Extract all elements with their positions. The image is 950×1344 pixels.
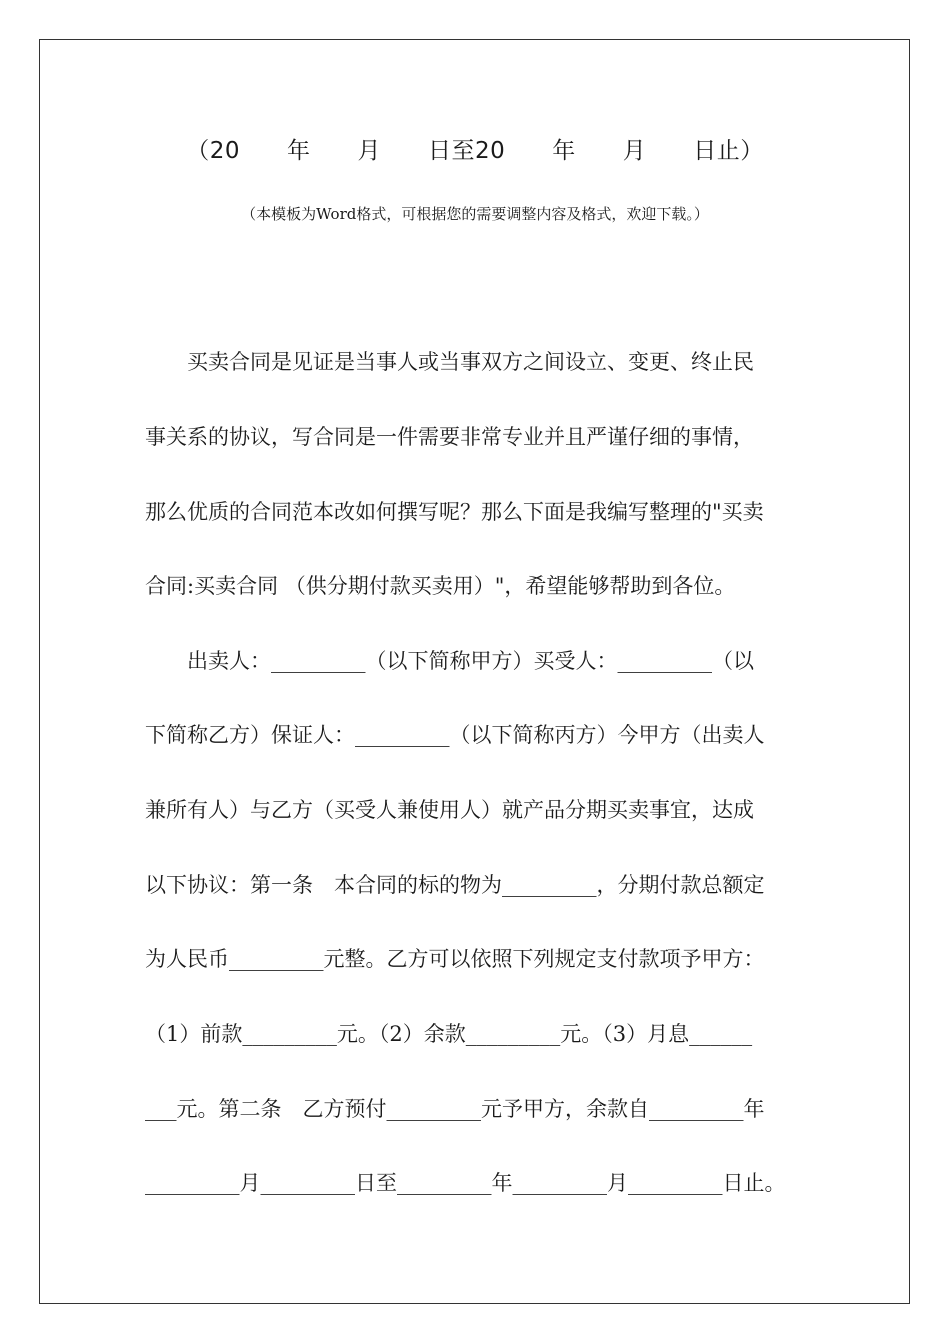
document-title: （20 年 月 日至20 年 月 日止）	[186, 138, 764, 164]
body-line: 事关系的协议，写合同是一件需要非常专业并且严谨仔细的事情，	[145, 425, 754, 449]
body-line: 买卖合同是见证是当事人或当事双方之间设立、变更、终止民	[145, 350, 754, 374]
body-line: 为人民币_________元整。乙方可以依照下列规定支付款项予甲方：	[145, 947, 765, 971]
body-line: 兼所有人）与乙方（买受人兼使用人）就产品分期买卖事宜，达成	[145, 798, 754, 822]
document-subtitle: （本模板为Word格式，可根据您的需要调整内容及格式，欢迎下载。）	[241, 205, 709, 223]
body-line: 合同:买卖合同 （供分期付款买卖用）"，希望能够帮助到各位。	[145, 574, 736, 598]
body-line: （1）前款_________元。（2）余款_________元。（3）月息______	[145, 1022, 753, 1046]
body-line: 下简称乙方）保证人：_________（以下简称丙方）今甲方（出卖人	[145, 723, 765, 747]
body-line: 以下协议：第一条 本合同的标的物为_________，分期付款总额定	[145, 873, 765, 897]
body-line: 出卖人：_________（以下简称甲方）买受人：_________（以	[145, 649, 754, 673]
body-line: ___元。第二条 乙方预付_________元予甲方，余款自_________年	[145, 1097, 765, 1121]
body-line: _________月_________日至_________年_________月_________日止。	[145, 1171, 786, 1195]
body-line: 那么优质的合同范本改如何撰写呢？那么下面是我编写整理的"买卖	[145, 500, 764, 524]
